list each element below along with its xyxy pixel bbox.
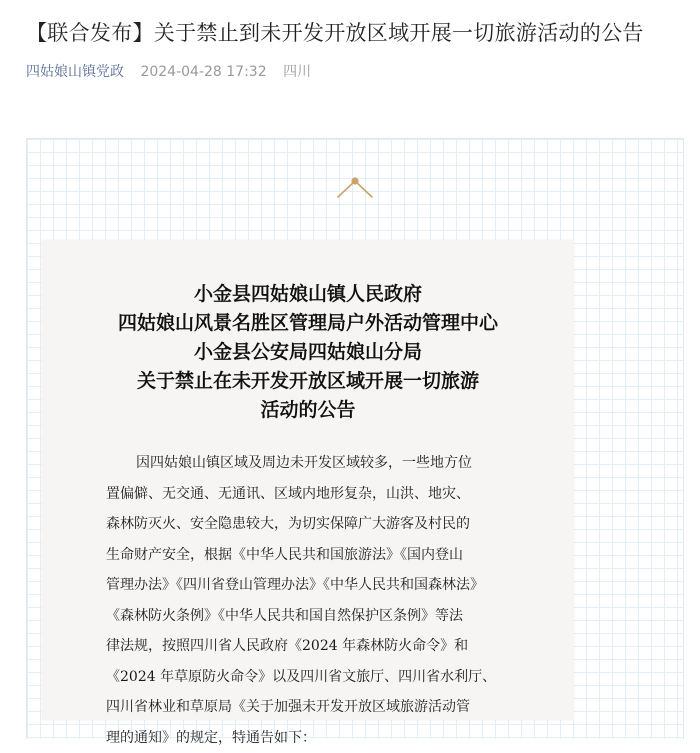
body-line: 生命财产安全，根据《中华人民共和国旅游法》《国内登山 [106, 540, 516, 571]
body-line: 《森林防火条例》《中华人民共和国自然保护区条例》等法 [106, 601, 516, 632]
heading-line: 小金县四姑娘山镇人民政府 [0, 280, 616, 309]
article-meta [26, 62, 311, 82]
body-line: 管理办法》《四川省登山管理办法》《中华人民共和国森林法》 [106, 570, 516, 601]
author-link[interactable]: 四姑娘山镇党政 [26, 64, 124, 80]
article-title: 【联合发布】关于禁止到未开发开放区域开展一切旅游活动的公告 [26, 18, 686, 48]
body-line: 置偏僻、无交通、无通讯、区域内地形复杂，山洪、地灾、 [106, 479, 516, 510]
body-line: 四川省林业和草原局《关于加强未开发开放区域旅游活动管 [106, 692, 516, 723]
body-line: 律法规，按照四川省人民政府《2024 年森林防火命令》和 [106, 631, 516, 662]
publish-date: 2024-04-28 17:32 [140, 64, 266, 80]
body-line: 森林防灭火、安全隐患较大，为切实保障广大游客及村民的 [106, 509, 516, 540]
chevron-ornament-icon [336, 173, 374, 199]
heading-line: 关于禁止在未开发开放区域开展一切旅游 [0, 367, 616, 396]
body-line: 《2024 年草原防火命令》以及四川省文旅厅、四川省水利厅、 [106, 662, 516, 693]
body-line: 理的通知》的规定，特通告如下： [106, 723, 516, 753]
heading-line: 活动的公告 [0, 396, 616, 425]
heading-line: 小金县公安局四姑娘山分局 [0, 338, 616, 367]
document-body [106, 448, 516, 753]
document-heading [0, 280, 616, 425]
heading-line: 四姑娘山风景名胜区管理局户外活动管理中心 [0, 309, 616, 338]
publish-location: 四川 [283, 64, 311, 80]
body-line: 因四姑娘山镇区域及周边未开发区域较多，一些地方位 [106, 448, 516, 479]
